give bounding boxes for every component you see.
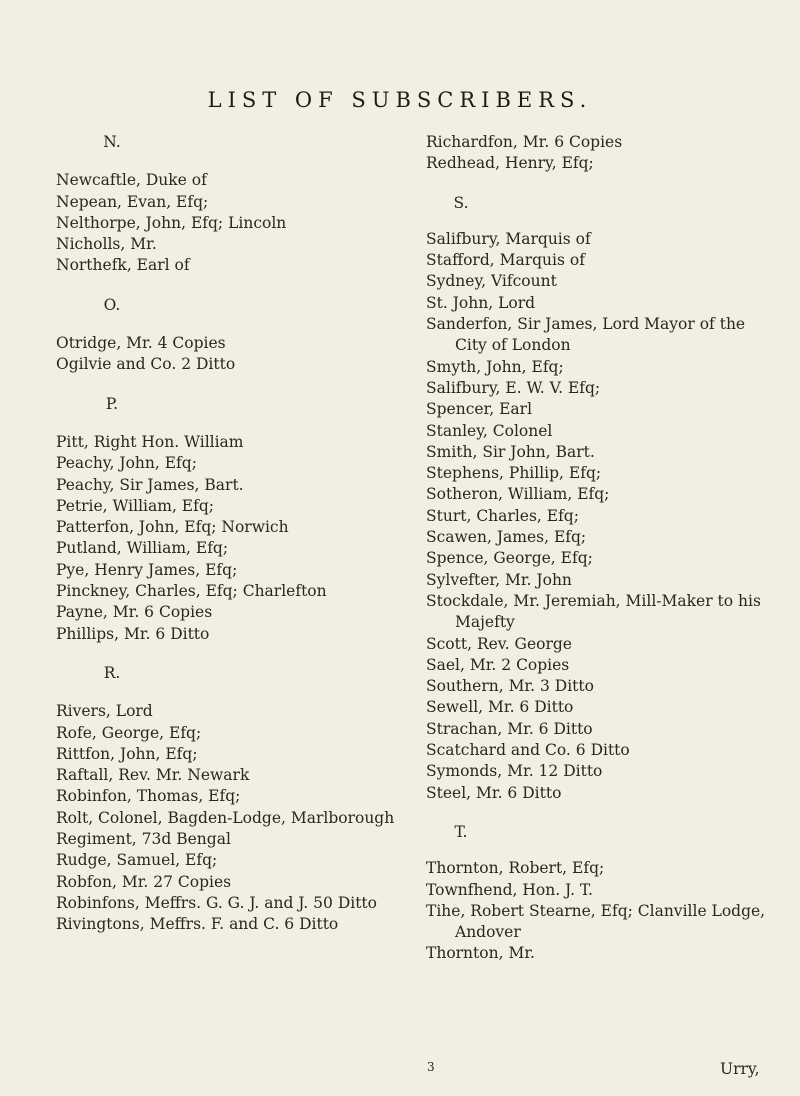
right-column <box>426 132 771 965</box>
subscriber-entry: Stephens, Phillip, Efq; <box>426 464 602 483</box>
subscriber-entry: Sylvefter, Mr. John <box>426 570 572 589</box>
subscriber-entry: Smyth, John, Efq; <box>426 357 564 376</box>
subscriber-entry-continuation: Majefty <box>455 613 515 632</box>
subscriber-entry: Payne, Mr. 6 Copies <box>56 603 213 622</box>
subscriber-entry-continuation: City of London <box>455 336 571 355</box>
section-t <box>426 822 771 965</box>
subscriber-entry: Rivers, Lord <box>56 702 153 721</box>
section-letter: N. <box>103 133 121 151</box>
subscriber-entry: Steel, Mr. 6 Ditto <box>426 783 562 802</box>
section-letter: O. <box>103 295 121 314</box>
subscriber-entry: Stanley, Colonel <box>426 421 553 440</box>
subscriber-entry: Scawen, James, Efq; <box>426 528 587 547</box>
subscriber-entry: Strachan, Mr. 6 Ditto <box>426 719 593 738</box>
subscriber-entry: Sydney, Vifcount <box>426 272 557 291</box>
subscriber-entry: Ogilvie and Co. 2 Ditto <box>56 355 236 374</box>
subscriber-entry: Phillips, Mr. 6 Ditto <box>56 624 210 643</box>
subscriber-entry: Southern, Mr. 3 Ditto <box>426 677 594 696</box>
subscriber-entry: Robfon, Mr. 27 Copies <box>56 872 232 891</box>
subscriber-entry: Pye, Henry James, Efq; <box>56 560 238 579</box>
subscriber-entry: Rofe, George, Efq; <box>56 723 202 742</box>
subscriber-entry: Scott, Rev. George <box>426 634 572 653</box>
subscriber-entry-continuation: Andover <box>455 923 521 942</box>
subscriber-entry: Spence, George, Efq; <box>426 549 593 568</box>
catchword: Urry, <box>720 1060 760 1078</box>
subscriber-entry: Regiment, 73d Bengal <box>56 830 231 849</box>
subscriber-entry: Peachy, John, Efq; <box>56 454 197 473</box>
subscriber-entry: Robinfons, Meffrs. G. G. J. and J. 50 Ditto <box>56 893 377 912</box>
subscriber-entry: Patterfon, John, Efq; Norwich <box>56 518 289 537</box>
subscriber-entry: Newcaftle, Duke of <box>56 171 207 190</box>
subscriber-entry: Rudge, Samuel, Efq; <box>56 851 218 870</box>
page-signature: 3 <box>427 1060 435 1074</box>
subscriber-entry: St. John, Lord <box>426 293 536 312</box>
section-p <box>56 394 386 645</box>
subscriber-entry: Nelthorpe, John, Efq; Lincoln <box>56 213 287 232</box>
subscriber-entry: Sturt, Charles, Efq; <box>426 506 579 525</box>
subscriber-entry: Redhead, Henry, Efq; <box>426 154 594 173</box>
page-title: LIST OF SUBSCRIBERS. <box>207 88 593 112</box>
subscriber-entry: Smith, Sir John, Bart. <box>426 442 595 461</box>
subscriber-entry: Sael, Mr. 2 Copies <box>426 655 570 674</box>
subscriber-entry: Nepean, Evan, Efq; <box>56 192 209 211</box>
subscriber-entry: Stafford, Marquis of <box>426 251 585 270</box>
subscriber-entry: Symonds, Mr. 12 Ditto <box>426 762 603 781</box>
subscriber-entry: Pinckney, Charles, Efq; Charlefton <box>56 582 327 601</box>
subscriber-entry: Thornton, Mr. <box>426 944 535 963</box>
subscriber-entry: Tihe, Robert Stearne, Efq; Clanville Lodge, <box>426 901 766 920</box>
subscriber-entry: Thornton, Robert, Efq; <box>426 859 605 878</box>
subscriber-entry: Otridge, Mr. 4 Copies <box>56 334 226 353</box>
subscriber-entry: Rittfon, John, Efq; <box>56 744 198 763</box>
subscriber-entry: Putland, William, Efq; <box>56 539 229 558</box>
subscriber-entry: Salifbury, Marquis of <box>426 229 591 248</box>
subscriber-entry: Scatchard and Co. 6 Ditto <box>426 741 630 760</box>
subscriber-entry: Sotheron, William, Efq; <box>426 485 610 504</box>
section-s <box>426 193 771 804</box>
section-r <box>56 663 395 936</box>
section-letter: S. <box>453 193 469 212</box>
subscriber-entry: Nicholls, Mr. <box>56 235 157 254</box>
subscriber-entry: Richardfon, Mr. 6 Copies <box>426 133 623 151</box>
subscriber-entry: Sewell, Mr. 6 Ditto <box>426 698 574 717</box>
subscriber-entry: Pitt, Right Hon. William <box>56 432 244 451</box>
subscriber-entry: Townfhend, Hon. J. T. <box>426 880 593 899</box>
section-o <box>56 295 386 376</box>
section-letter: R. <box>103 663 121 682</box>
subscriber-entry: Spencer, Earl <box>426 400 533 419</box>
subscriber-entry: Northefk, Earl of <box>56 256 190 275</box>
subscriber-entry: Petrie, William, Efq; <box>56 496 215 515</box>
section-letter: T. <box>454 822 468 841</box>
left-column <box>56 132 395 936</box>
subscriber-entry: Robinfon, Thomas, Efq; <box>56 787 241 806</box>
subscriber-entry: Rivingtons, Meffrs. F. and C. 6 Ditto <box>56 915 339 934</box>
section-n <box>56 132 386 277</box>
subscriber-entry: Peachy, Sir James, Bart. <box>56 475 244 494</box>
subscriber-entry: Salifbury, E. W. V. Efq; <box>426 378 601 397</box>
subscriber-entry: Sanderfon, Sir James, Lord Mayor of the <box>426 315 746 334</box>
section-letter: P. <box>105 394 119 413</box>
subscriber-entry: Rolt, Colonel, Bagden-Lodge, Marlborough <box>56 808 395 827</box>
subscriber-entry: Stockdale, Mr. Jeremiah, Mill-Maker to his <box>426 591 761 610</box>
subscriber-entry: Raftall, Rev. Mr. Newark <box>56 766 250 785</box>
